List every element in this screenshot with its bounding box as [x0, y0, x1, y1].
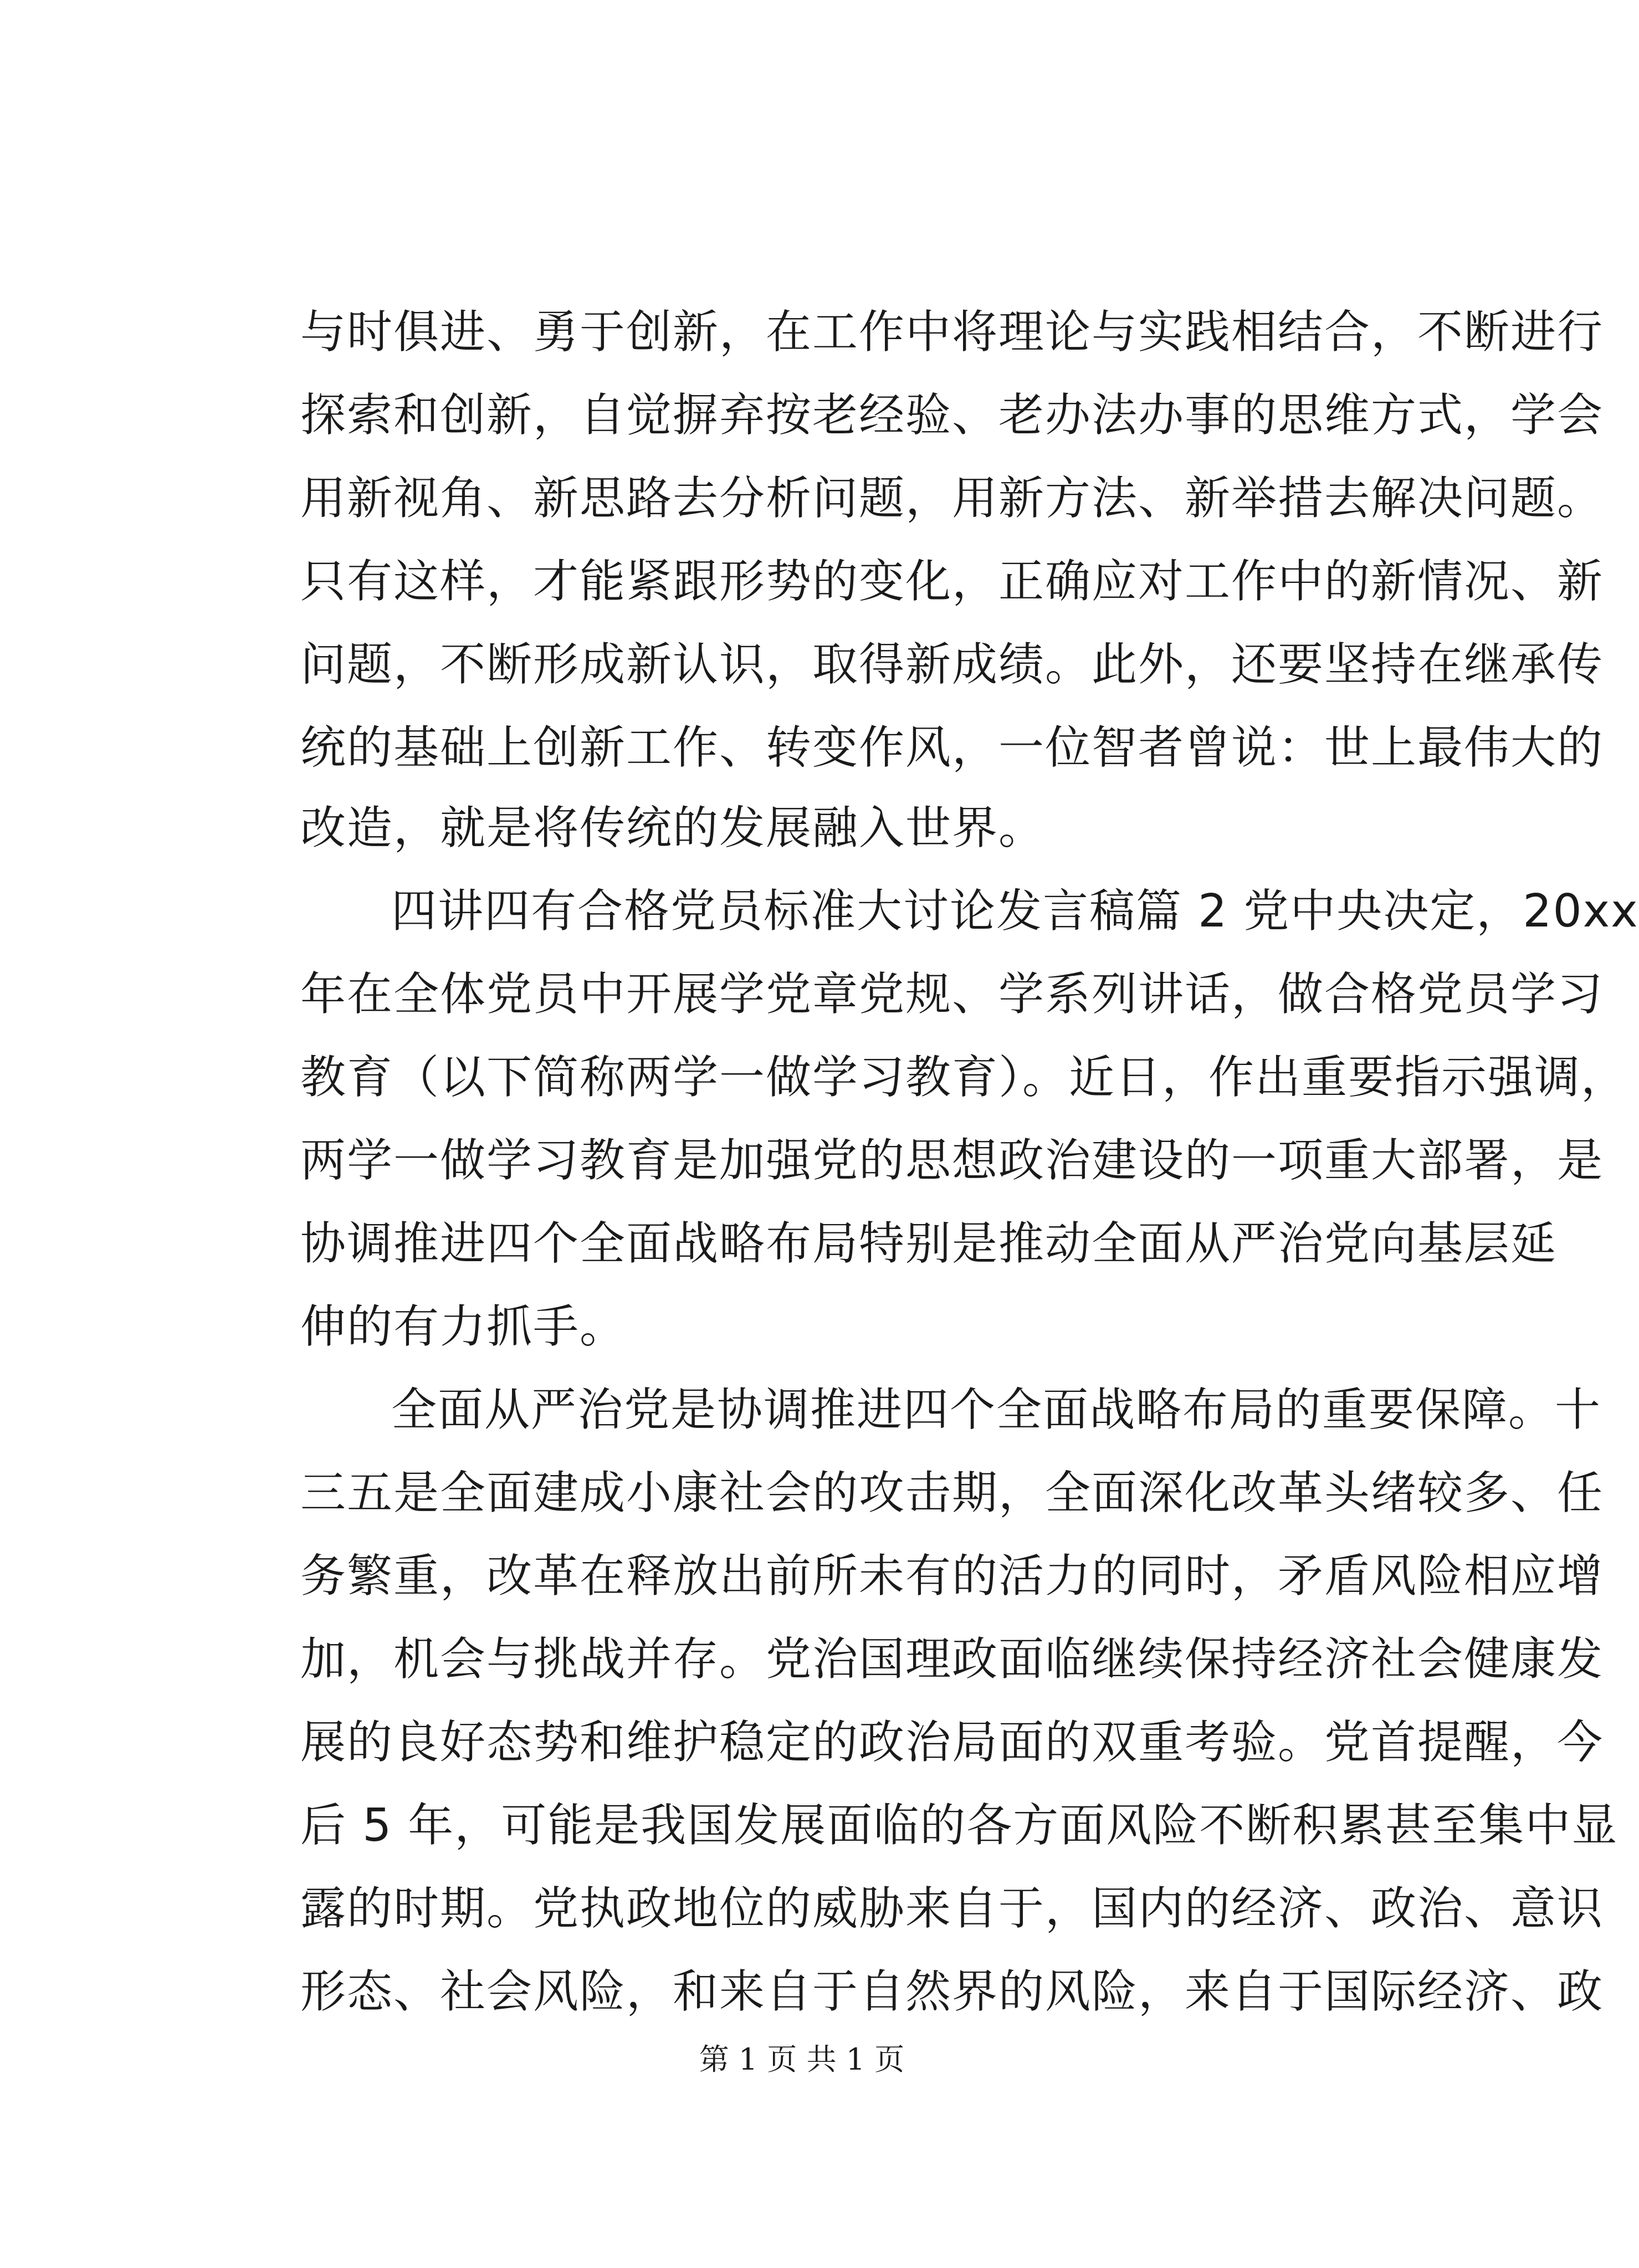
paragraph-1-line-5: 问题，不断形成新认识，取得新成绩。此外，还要坚持在继承传	[300, 638, 1604, 691]
paragraph-3-line-5: 展的良好态势和维护稳定的政治局面的双重考验。党首提醒，今	[300, 1716, 1604, 1769]
paragraph-3-line-7: 露的时期。党执政地位的威胁来自于，国内的经济、政治、意识	[300, 1882, 1604, 1935]
paragraph-1-line-3: 用新视角、新思路去分析问题，用新方法、新举措去解决问题。	[300, 472, 1604, 525]
page-number-footer: 第 1 页 共 1 页	[699, 2042, 905, 2077]
paragraph-2-line-2: 年在全体党员中开展学党章党规、学系列讲话，做合格党员学习	[300, 968, 1604, 1021]
paragraph-3-line-3: 务繁重，改革在释放出前所未有的活力的同时，矛盾风险相应增	[300, 1550, 1604, 1603]
paragraph-2-line-5: 协调推进四个全面战略布局特别是推动全面从严治党向基层延	[300, 1217, 1558, 1270]
paragraph-3-line-8: 形态、社会风险，和来自于自然界的风险，来自于国际经济、政	[300, 1965, 1604, 2018]
paragraph-1-line-1: 与时俱进、勇于创新，在工作中将理论与实践相结合，不断进行	[300, 306, 1604, 359]
paragraph-2-line-4: 两学一做学习教育是加强党的思想政治建设的一项重大部署，是	[300, 1134, 1604, 1187]
paragraph-2-line-1: 四讲四有合格党员标准大讨论发言稿篇 2 党中央决定，20xx	[391, 885, 1639, 938]
paragraph-3-line-2: 三五是全面建成小康社会的攻击期，全面深化改革头绪较多、任	[300, 1467, 1604, 1519]
paragraph-3-line-1: 全面从严治党是协调推进四个全面战略布局的重要保障。十	[391, 1384, 1602, 1436]
paragraph-3-line-6: 后 5 年，可能是我国发展面临的各方面风险不断积累甚至集中显	[300, 1799, 1618, 1852]
paragraph-3-line-4: 加，机会与挑战并存。党治国理政面临继续保持经济社会健康发	[300, 1633, 1604, 1686]
paragraph-1-line-2: 探索和创新，自觉摒弃按老经验、老办法办事的思维方式，学会	[300, 389, 1604, 442]
paragraph-1-line-6: 统的基础上创新工作、转变作风，一位智者曾说：世上最伟大的	[300, 721, 1604, 774]
paragraph-1-line-4: 只有这样，才能紧跟形势的变化，正确应对工作中的新情况、新	[300, 555, 1604, 608]
paragraph-2-line-6: 伸的有力抓手。	[300, 1301, 627, 1353]
paragraph-1-line-7: 改造，就是将传统的发展融入世界。	[300, 802, 1046, 854]
paragraph-2-line-3: 教育（以下简称两学一做学习教育）。近日，作出重要指示强调，	[300, 1051, 1628, 1104]
